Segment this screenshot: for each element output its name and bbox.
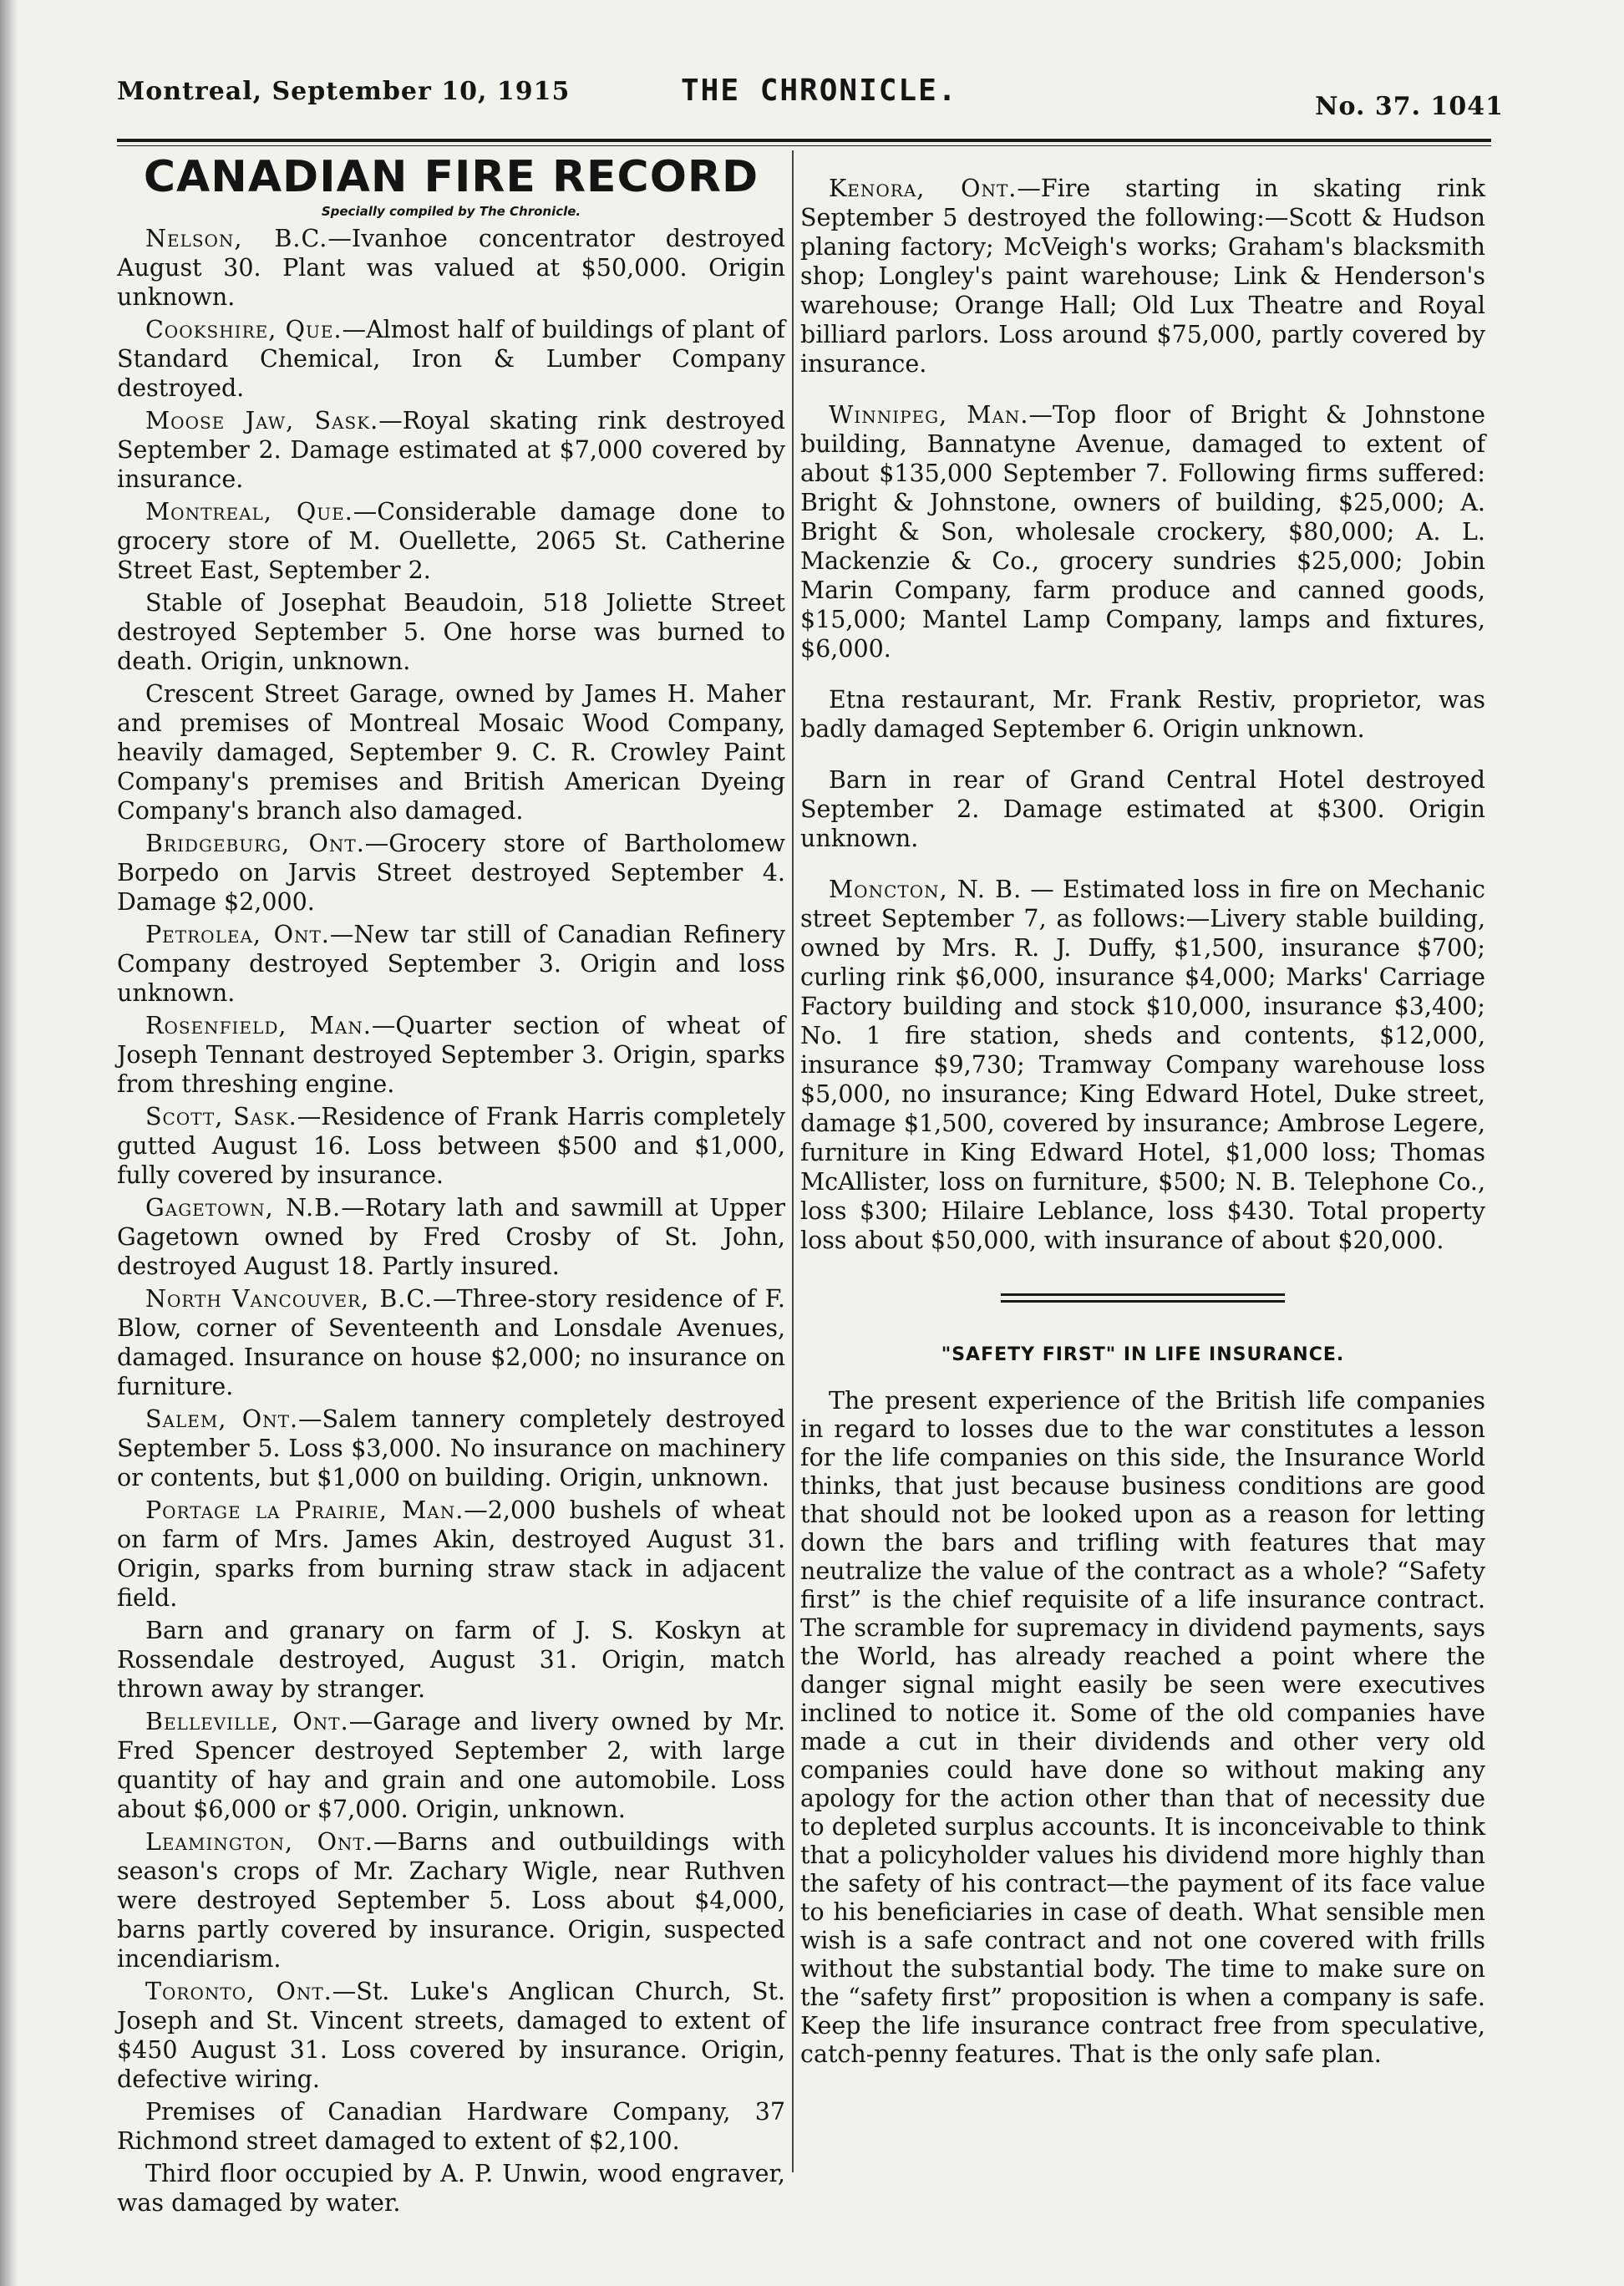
entry-location: North Vancouver, B.C. xyxy=(145,1285,434,1313)
fire-entry xyxy=(117,679,785,826)
entry-text: —Royal skating rink destroyed September 2. Damage estimated at $7,000 covered by insurance. xyxy=(117,407,785,493)
fire-entry xyxy=(117,406,785,494)
entry-text: Barn in rear of Grand Central Hotel destroyed September 2. Damage estimated at $300. Origin unknown. xyxy=(800,766,1485,852)
entry-location: Bridgeburg, Ont. xyxy=(145,830,365,857)
article-body: The present experience of the British life companies in regard to losses due to the war constitutes a lesson for the life companies on this side, the Insurance World thinks, that just because business conditions are good that should not be looked upon as a reason for letting down the bars and trifling with features that may neutralize the value of the contract as a whole? “Safety first” is the chief requisite of a life insurance contract. The scramble for supremacy in dividend payments, says the World, has already reached a point where the danger signal might easily be seen were executives inclined to notice it. Some of the old companies have made a cut in their dividends and other very old companies could have done so without making any apology for the action other than that of necessity due to depleted surplus accounts. It is inconceivable to think that a policyholder values his dividend more highly than the safety of his contract—the payment of its face value to his beneficiaries in case of death. What sensible men wish is a safe contract and not one covered with frills without the substantial body. The time to make sure on the “safety first” proposition is when a company is safe. Keep the life insurance contract free from speculative, catch-penny features. That is the only safe plan. xyxy=(800,1387,1485,2068)
fire-entry xyxy=(117,1616,785,1704)
entry-location: Leamington, Ont. xyxy=(145,1828,373,1856)
page-edge-shadow xyxy=(0,0,18,2286)
fire-entry xyxy=(117,1011,785,1099)
fire-entry xyxy=(800,174,1485,378)
entry-text: Crescent Street Garage, owned by James H. Maher and premises of Montreal Mosaic Wood Company, heavily damaged, September 9. C. R. Crowley Paint Company's premises and British American Dyeing Company's branch also damaged. xyxy=(117,680,785,825)
entry-location: Belleville, Ont. xyxy=(145,1708,349,1735)
fire-entry xyxy=(800,400,1485,663)
entry-text: Barn and granary on farm of J. S. Koskyn at Rossendale destroyed, August 31. Origin, match thrown away by stranger. xyxy=(117,1617,785,1703)
fire-entry xyxy=(117,829,785,917)
entry-location: Gagetown, N.B. xyxy=(145,1194,342,1222)
fire-entry xyxy=(117,1827,785,1974)
entry-location: Nelson, B.C. xyxy=(145,225,328,252)
fire-entry xyxy=(117,1977,785,2094)
fire-entry xyxy=(117,2097,785,2156)
entry-text: —Residence of Frank Harris completely gutted August 16. Loss between $500 and $1,000, fully covered by insurance. xyxy=(117,1103,786,1189)
entry-location: Scott, Sask. xyxy=(145,1103,297,1130)
article-divider xyxy=(1001,1293,1285,1303)
fire-record-list-right xyxy=(800,174,1485,1255)
entry-text: Stable of Josephat Beaudoin, 518 Joliette Street destroyed September 5. One horse was burned to death. Origin, unknown. xyxy=(117,589,785,675)
fire-entry xyxy=(117,1284,785,1401)
entry-text: —Considerable damage done to grocery store of M. Ouellette, 2065 St. Catherine Street East, September 2. xyxy=(117,498,785,584)
header-rule-thin xyxy=(117,145,1491,146)
right-column xyxy=(800,150,1485,2069)
masthead-title: THE CHRONICLE. xyxy=(681,74,958,108)
entry-text: —Fire starting in skating rink September 5 destroyed the following:—Scott & Hudson planing factory; McVeigh's works; Graham's blacksmith shop; Longley's paint warehouse; Link & Henderson's warehouse; Orange Hall; Old Lux Theatre and Royal billiard parlors. Loss around $75,000, partly covered by insurance. xyxy=(800,175,1485,378)
entry-text: —Barns and outbuildings with season's crops of Mr. Zachary Wigle, near Ruthven were destroyed September 5. Loss about $4,000, barns partly covered by insurance. Origin, suspected incendiarism. xyxy=(117,1828,785,1973)
entry-location: Winnipeg, Man. xyxy=(829,401,1029,429)
entry-text: —Top floor of Bright & Johnstone building, Bannatyne Avenue, damaged to extent of about $135,000 September 7. Following firms suffered: Bright & Johnstone, owners of building, $25,000; A. Bright & Son, wholesale crockery, $80,000; A. L. Mackenzie & Co., grocery sundries $25,000; Jobin Marin Company, farm produce and canned goods, $15,000; Mantel Lamp Company, lamps and fixtures, $6,000. xyxy=(800,401,1486,663)
fire-entry xyxy=(117,497,785,585)
fire-entry xyxy=(117,588,785,676)
entry-text: —Ivanhoe concentrator destroyed August 30. Plant was valued at $50,000. Origin unknown. xyxy=(117,225,785,311)
entry-location: Moose Jaw, Sask. xyxy=(145,407,379,434)
entry-text: Third floor occupied by A. P. Unwin, wood engraver, was damaged by water. xyxy=(117,2160,785,2217)
fire-entry xyxy=(117,1405,785,1492)
entry-location: Salem, Ont. xyxy=(145,1405,299,1433)
masthead-page-number: No. 37. 1041 xyxy=(1315,92,1504,121)
section-byline: Specially compiled by The Chronicle. xyxy=(321,204,581,219)
entry-text: —Rotary lath and sawmill at Upper Gagetown owned by Fred Crosby of St. John, destroyed August 18. Partly insured. xyxy=(117,1194,785,1280)
entry-text: —New tar still of Canadian Refinery Company destroyed September 3. Origin and loss unknown. xyxy=(117,921,785,1007)
entry-location: Portage la Prairie, Man. xyxy=(145,1496,464,1524)
fire-entry xyxy=(800,685,1485,744)
fire-entry xyxy=(117,2159,785,2217)
fire-entry xyxy=(117,1707,785,1824)
entry-text: — Estimated loss in fire on Mechanic street September 7, as follows:—Livery stable building, owned by Mrs. R. J. Duffy, $1,500, insurance $700; curling rink $6,000, insurance $4,000; Marks' Carriage Factory building and stock $10,000, insurance $3,400; No. 1 fire station, sheds and contents, $12,000, insurance $9,730; Tramway Company warehouse loss $5,000, no insurance; King Edward Hotel, Duke street, damage $1,500, covered by insurance; Ambrose Legere, furniture in King Edward Hotel, $1,000 loss; Thomas McAllister, loss on furniture, $500; N. B. Telephone Co., loss $300; Hilaire Leblance, loss $430. Total property loss about $50,000, with insurance of about $20,000. xyxy=(800,876,1485,1254)
fire-record-list-left xyxy=(117,224,785,2217)
entry-text: Etna restaurant, Mr. Frank Restiv, proprietor, was badly damaged September 6. Origin unknown. xyxy=(800,686,1485,743)
entry-text: —2,000 bushels of wheat on farm of Mrs. James Akin, destroyed August 31. Origin, sparks from burning straw stack in adjacent field. xyxy=(117,1496,785,1612)
fire-entry xyxy=(117,224,785,312)
masthead xyxy=(117,69,1504,127)
entry-location: Montreal, Que. xyxy=(145,498,353,526)
fire-entry xyxy=(800,765,1485,853)
entry-text: —Quarter section of wheat of Joseph Tennant destroyed September 3. Origin, sparks from threshing engine. xyxy=(117,1012,785,1098)
masthead-date: Montreal, September 10, 1915 xyxy=(117,77,571,106)
entry-text: —Three-story residence of F. Blow, corner of Seventeenth and Lonsdale Avenues, damaged. Insurance on house $2,000; no insurance on furniture. xyxy=(117,1285,785,1400)
entry-location: Rosenfield, Man. xyxy=(145,1012,372,1039)
fire-entry xyxy=(117,920,785,1008)
column-divider xyxy=(792,150,794,2172)
fire-entry xyxy=(117,1496,785,1613)
entry-text: —Garage and livery owned by Mr. Fred Spencer destroyed September 2, with large quantity of hay and grain and one automobile. Loss about $6,000 or $7,000. Origin, unknown. xyxy=(117,1708,785,1823)
entry-text: —Salem tannery completely destroyed September 5. Loss $3,000. No insurance on machinery or contents, but $1,000 on building. Origin, unknown. xyxy=(117,1405,785,1491)
entry-text: Premises of Canadian Hardware Company, 37 Richmond street damaged to extent of $2,100. xyxy=(117,2098,785,2155)
fire-entry xyxy=(117,1102,785,1190)
fire-entry xyxy=(117,1193,785,1281)
entry-location: Moncton, N. B. xyxy=(829,876,1023,903)
entry-location: Toronto, Ont. xyxy=(145,1978,332,2005)
entry-location: Petrolea, Ont. xyxy=(145,921,330,948)
entry-text: —St. Luke's Anglican Church, St. Joseph and St. Vincent streets, damaged to extent of $450 August 31. Loss covered by insurance. Origin, defective wiring. xyxy=(117,1978,785,2093)
entry-text: —Grocery store of Bartholomew Borpedo on Jarvis Street destroyed September 4. Damage $2,000. xyxy=(117,830,785,916)
section-title: CANADIAN FIRE RECORD xyxy=(143,152,759,202)
fire-entry xyxy=(117,315,785,403)
fire-entry xyxy=(800,875,1485,1255)
header-rule-thick xyxy=(117,139,1491,142)
article-title: "SAFETY FIRST" IN LIFE INSURANCE. xyxy=(941,1344,1345,1365)
left-column xyxy=(117,150,785,2221)
entry-location: Kenora, Ont. xyxy=(829,175,1018,202)
entry-location: Cookshire, Que. xyxy=(145,316,343,343)
entry-text: —Almost half of buildings of plant of Standard Chemical, Iron & Lumber Company destroyed. xyxy=(117,316,785,402)
